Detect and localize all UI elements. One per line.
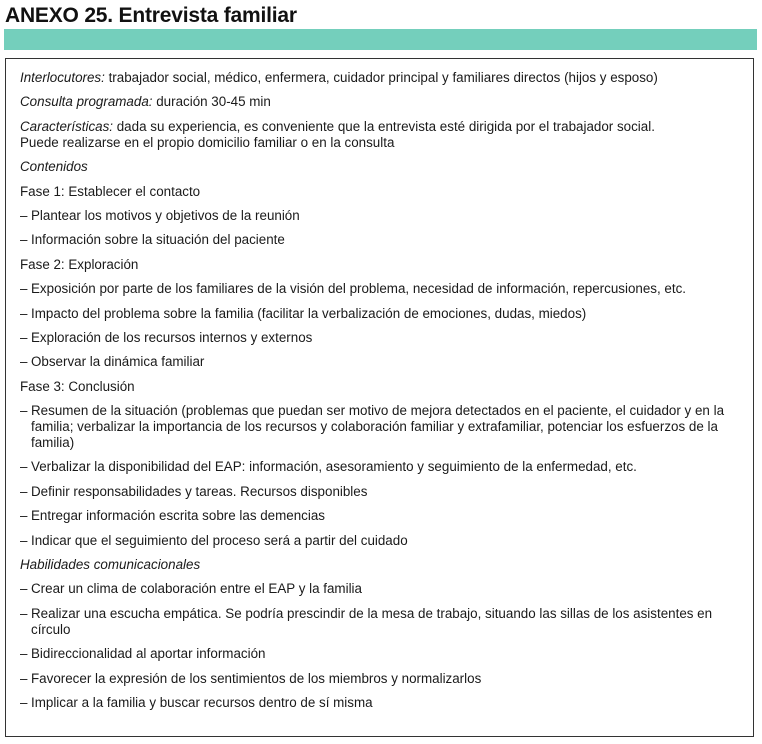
contenidos-heading: Contenidos — [20, 159, 88, 175]
list-item: – Bidireccionalidad al aportar información — [20, 646, 266, 662]
list-item: – Crear un clima de colaboración entre el EAP y la familia — [20, 581, 362, 597]
list-item: – Realizar una escucha empática. Se podría prescindir de la mesa de trabajo, situando las sillas de los asistentes en círculo — [20, 605, 713, 637]
caracteristicas-text: dada su experiencia, es conveniente que la entrevista esté dirigida por el trabajador social. — [113, 118, 655, 134]
list-item: – Definir responsabilidades y tareas. Recursos disponibles — [20, 483, 368, 499]
interlocutores-text: trabajador social, médico, enfermera, cuidador principal y familiares directos (hijos y esposo) — [104, 70, 658, 85]
dash-bullet: – — [20, 232, 28, 248]
consulta-text: duración 30-45 min — [152, 94, 271, 110]
consulta-line — [20, 94, 748, 110]
dash-bullet: – — [20, 670, 28, 686]
title-accent-band — [4, 29, 757, 50]
annex-content — [20, 70, 748, 719]
list-item: – Resumen de la situación (problemas que puedan ser motivo de mejora detectados en el paciente, el cuidador y en la familia; verbalizar la importancia de los recursos y colaboración familiar y extrafamiliar, potenciar los esfuerzos de la familia) — [20, 403, 725, 451]
dash-bullet: – — [20, 305, 28, 321]
page-title: ANEXO 25. Entrevista familiar — [5, 4, 297, 27]
list-item: – Entregar información escrita sobre las demencias — [20, 508, 325, 524]
list-item: – Favorecer la expresión de los sentimientos de los miembros y normalizarlos — [20, 670, 482, 686]
interlocutores-line — [20, 70, 748, 86]
dash-bullet: – — [20, 329, 28, 345]
dash-bullet: – — [20, 459, 28, 475]
dash-bullet: – — [20, 354, 28, 370]
list-item: – Exposición por parte de los familiares de la visión del problema, necesidad de información, repercusiones, etc. — [20, 281, 687, 297]
dash-bullet: – — [20, 646, 28, 662]
consulta-label: Consulta programada: — [20, 94, 153, 110]
list-item: – Exploración de los recursos internos y externos — [20, 329, 313, 345]
list-item: – Implicar a la familia y buscar recursos dentro de sí misma — [20, 694, 373, 710]
caracteristicas-line2: Puede realizarse en el propio domicilio familiar o en la consulta — [20, 134, 395, 150]
list-item: – Observar la dinámica familiar — [20, 354, 205, 370]
fase1-heading: Fase 1: Establecer el contacto — [20, 183, 201, 199]
dash-bullet: – — [20, 508, 28, 524]
list-item: – Indicar que el seguimiento del proceso será a partir del cuidado — [20, 532, 408, 548]
dash-bullet: – — [20, 281, 28, 297]
habilidades-heading: Habilidades comunicacionales — [20, 557, 201, 573]
dash-bullet: – — [20, 207, 28, 223]
list-item: – Información sobre la situación del paciente — [20, 232, 285, 248]
list-item: – Plantear los motivos y objetivos de la reunión — [20, 207, 300, 223]
fase2-heading: Fase 2: Exploración — [20, 256, 139, 272]
dash-bullet: – — [20, 581, 28, 597]
dash-bullet: – — [20, 483, 28, 499]
list-item: – Impacto del problema sobre la familia (facilitar la verbalización de emociones, dudas, miedos) — [20, 305, 587, 321]
dash-bullet: – — [20, 694, 28, 710]
dash-bullet: – — [20, 532, 28, 548]
dash-bullet: – — [20, 605, 28, 621]
list-item: – Verbalizar la disponibilidad del EAP: información, asesoramiento y seguimiento de la enfermedad, etc. — [20, 459, 637, 475]
dash-bullet: – — [20, 403, 28, 419]
caracteristicas-line — [20, 119, 748, 151]
caracteristicas-label: Características: — [20, 118, 114, 134]
interlocutores-label: Interlocutores: — [20, 70, 105, 85]
fase3-heading: Fase 3: Conclusión — [20, 378, 135, 394]
